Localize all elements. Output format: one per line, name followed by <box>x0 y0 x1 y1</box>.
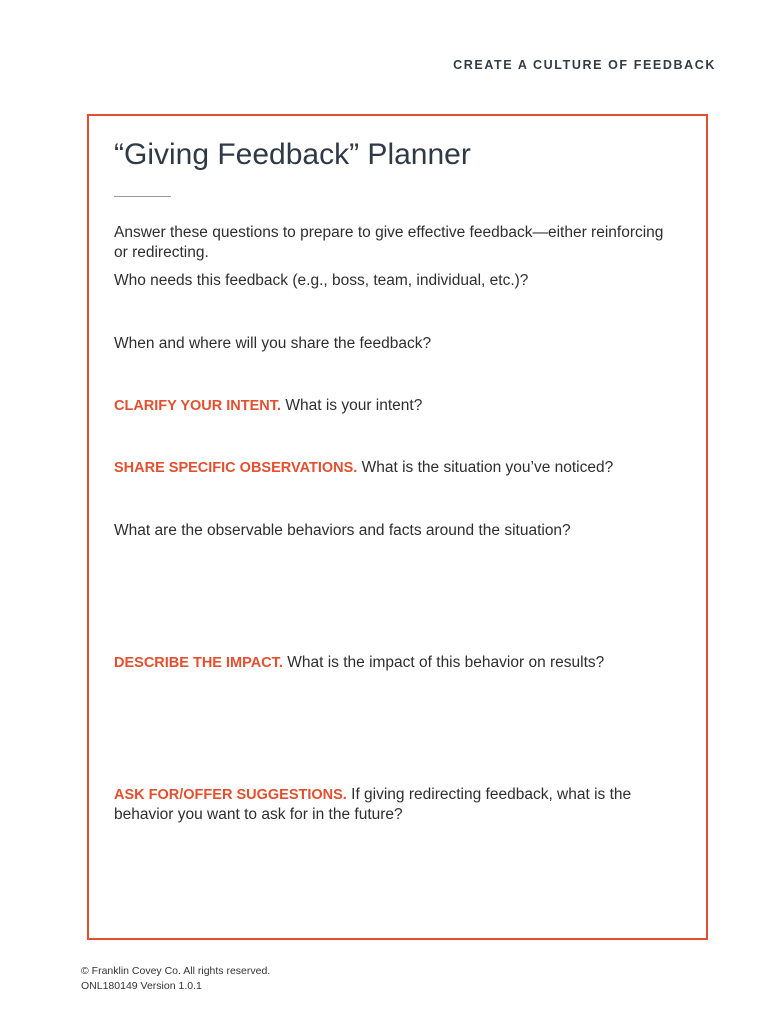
observations-label: SHARE SPECIFIC OBSERVATIONS. <box>114 460 358 476</box>
page-footer <box>81 964 270 994</box>
question-suggestions <box>114 785 694 825</box>
observations-question: What is the situation you’ve noticed? <box>357 459 614 476</box>
suggestions-label: ASK FOR/OFFER SUGGESTIONS. <box>114 787 347 803</box>
question-who: Who needs this feedback (e.g., boss, team, individual, etc.)? <box>114 272 529 289</box>
intro-line-2: or redirecting. <box>114 244 209 261</box>
title-divider <box>114 196 171 197</box>
intent-question: What is your intent? <box>281 397 423 414</box>
suggestions-question-line-1: If giving redirecting feedback, what is the <box>346 786 632 803</box>
intro-paragraph <box>114 223 694 263</box>
impact-label: DESCRIBE THE IMPACT. <box>114 655 283 671</box>
question-intent <box>114 396 694 416</box>
page-title: “Giving Feedback” Planner <box>114 138 471 171</box>
question-observations <box>114 458 694 478</box>
intro-line-1: Answer these questions to prepare to give effective feedback—either reinforcing <box>114 224 664 241</box>
intent-label: CLARIFY YOUR INTENT. <box>114 398 282 414</box>
copyright-notice: © Franklin Covey Co. All rights reserved. <box>81 965 271 977</box>
question-behaviors: What are the observable behaviors and facts around the situation? <box>114 522 571 539</box>
question-impact <box>114 653 694 673</box>
question-when-where: When and where will you share the feedback? <box>114 335 432 352</box>
section-header-label: CREATE A CULTURE OF FEEDBACK <box>453 58 716 72</box>
impact-question: What is the impact of this behavior on results? <box>282 654 605 671</box>
version-number: ONL180149 Version 1.0.1 <box>81 980 202 992</box>
suggestions-question-line-2: behavior you want to ask for in the future? <box>114 806 403 823</box>
